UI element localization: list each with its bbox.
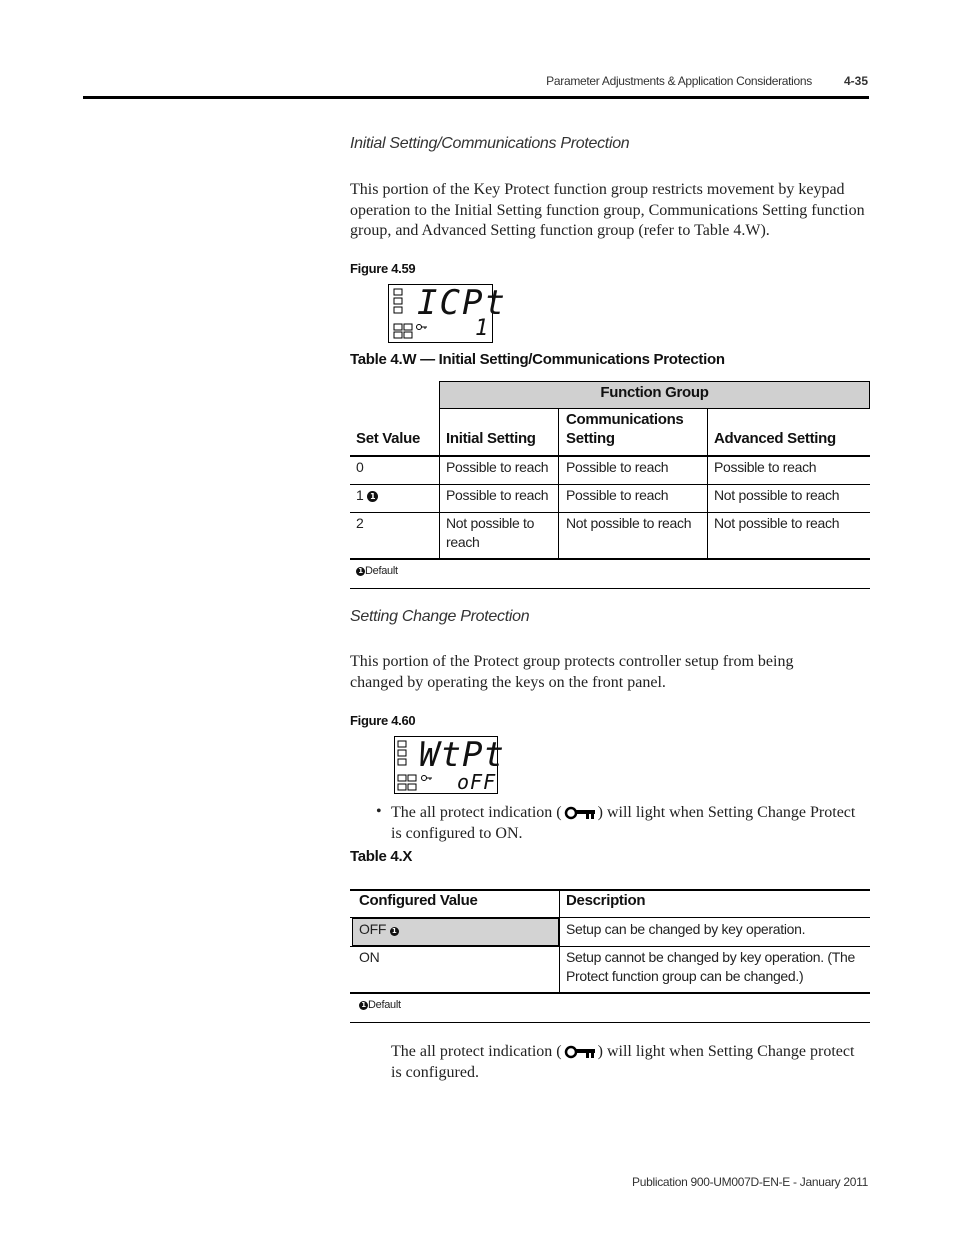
col-header-communications-setting: Setting [566,430,615,447]
closing-text-after: ) will light when Setting Change protect [597,1043,855,1060]
lcd-display-figure-4-59 [388,283,507,343]
bullet-marker: • [376,803,382,820]
table-4-w [350,381,870,589]
rowX1-desc-line1: Setup cannot be changed by key operation. (The [566,949,855,965]
divider [350,512,870,513]
row1-comm: Possible to reach [566,487,669,503]
rowX0-value [359,921,399,937]
row0-advanced: Possible to reach [714,459,817,475]
col-header-initial-setting: Initial Setting [446,430,536,447]
page-number: 4-35 [843,74,868,88]
figure-label-4-59: Figure 4.59 [350,261,416,276]
footnote-marker-icon: 1 [359,1001,368,1010]
lcd-top-readout: WtPt [419,735,505,775]
key-icon [564,806,596,820]
divider [559,889,560,993]
paragraph-setting-change: This portion of the Protect group protects controller setup from being changed by operating the keys on the front panel. [350,653,794,691]
col-header-description: Description [566,892,646,909]
header-title: Parameter Adjustments & Application Considerations [546,74,812,88]
function-group-header: Function Group [600,384,709,401]
footnote-marker-icon: 1 [356,567,365,576]
col-header-advanced-setting: Advanced Setting [714,430,836,447]
table-caption-4-x: Table 4.X [350,848,413,865]
row2-set-value: 2 [356,515,364,531]
divider [350,558,870,560]
divider [350,455,870,457]
col-header-configured-value: Configured Value [359,892,478,909]
rowX0-value-text: OFF [359,921,387,937]
row2-comm: Not possible to reach [566,515,692,531]
row2-initial-line1: Not possible to [446,515,535,531]
section-heading-initial-setting: Initial Setting/Communications Protection [350,135,630,152]
bullet-text-line2: is configured to ON. [391,824,523,842]
lcd-bottom-readout: oFF [457,770,497,794]
footnote-text: Default [365,565,398,577]
rowX1-value: ON [359,949,380,965]
table-caption-4-w: Table 4.W — Initial Setting/Communications Protection [350,351,725,368]
divider [350,992,870,994]
divider [350,484,870,485]
table-x-footnote [359,999,401,1011]
footer-publication: Publication 900-UM007D-EN-E - January 2011 [632,1175,868,1189]
rowX1-desc-line2: Protect function group can be changed.) [566,968,804,984]
table-w-footnote [356,565,398,577]
table-4-x [350,889,870,1023]
row0-initial: Possible to reach [446,459,549,475]
lcd-top-readout: ICPt [417,283,507,323]
divider [350,1022,870,1023]
row0-comm: Possible to reach [566,459,669,475]
bullet-text-after: ) will light when Setting Change Protect [597,804,856,821]
divider [350,889,870,891]
row1-initial: Possible to reach [446,487,549,503]
row1-advanced: Not possible to reach [714,487,840,503]
footnote-marker-icon: 1 [390,927,399,936]
page-header [0,0,954,100]
col-header-set-value: Set Value [356,430,421,447]
section-heading-setting-change: Setting Change Protection [350,608,530,625]
key-icon [564,1045,596,1059]
divider [350,588,870,589]
closing-text-before: The all protect indication ( [391,1043,562,1060]
paragraph-key-protect: This portion of the Key Protect function group restricts movement by keypad operation to the Initial Setting function group, Communications Setting function group, and Advanced Setting function group (refer to Table 4.W). [350,181,865,239]
lcd-display-figure-4-60 [394,735,505,794]
footnote-text: Default [368,999,401,1011]
row2-initial-line2: reach [446,534,480,550]
row1-set-value [356,487,378,503]
bullet-text-before: The all protect indication ( [391,804,562,821]
row2-advanced: Not possible to reach [714,515,840,531]
closing-paragraph [391,1042,871,1083]
row1-value-text: 1 [356,487,364,503]
figure-label-4-60: Figure 4.60 [350,713,416,728]
col-header-communications: Communications [566,411,684,428]
lcd-bottom-readout: 1 [475,316,489,341]
divider [350,946,870,947]
bullet-protect-indication [391,803,871,844]
row0-set-value: 0 [356,459,364,475]
rowX0-desc: Setup can be changed by key operation. [566,921,806,937]
footnote-marker-icon: 1 [367,491,378,502]
closing-text-line2: is configured. [391,1063,479,1081]
header-rule [83,96,869,99]
